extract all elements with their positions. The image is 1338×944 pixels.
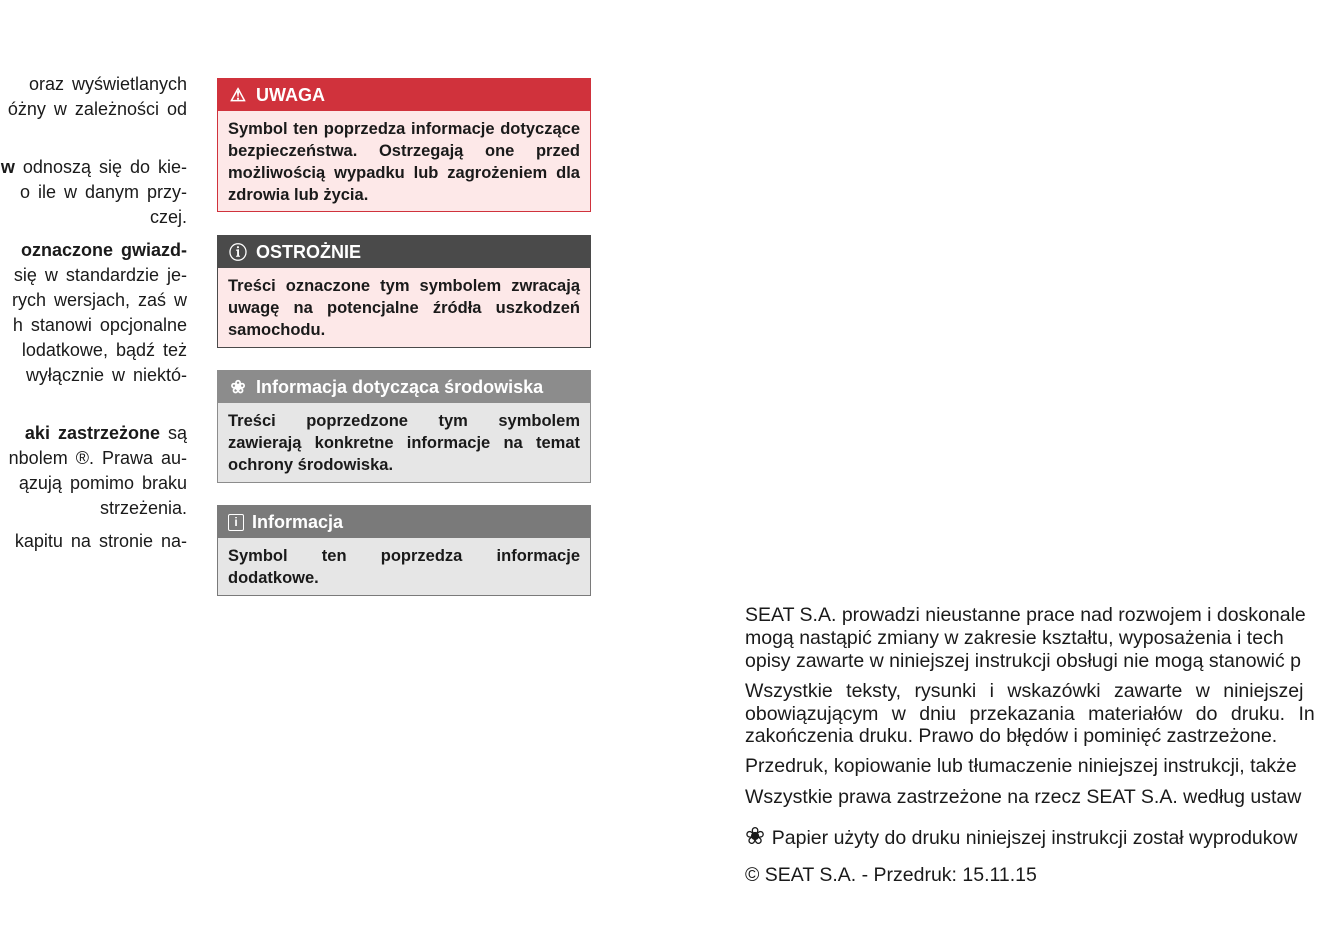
left-text-line bbox=[0, 315, 187, 339]
right-text-line bbox=[745, 864, 1037, 887]
bold-text: oznaczone gwiazd- bbox=[20, 240, 187, 260]
left-text-line bbox=[0, 340, 187, 364]
info-box bbox=[217, 505, 591, 596]
text: Wszystkie teksty, rysunki i wskazówki zawarte w niniejszej bbox=[745, 680, 1304, 702]
left-text-line bbox=[0, 99, 187, 123]
warning-box-header bbox=[218, 79, 590, 111]
left-text-line bbox=[0, 531, 187, 555]
right-text-line bbox=[745, 604, 1306, 627]
right-text-line bbox=[745, 786, 1301, 809]
text: ązują pomimo braku bbox=[18, 473, 187, 493]
info-box-title: Informacja bbox=[252, 511, 344, 532]
right-text-line bbox=[745, 627, 1284, 650]
text: zakończenia druku. Prawo do błędów i pominięć zastrzeżone. bbox=[745, 725, 1278, 747]
left-text-line bbox=[0, 74, 187, 98]
bold-text: w bbox=[0, 157, 15, 177]
left-text-line bbox=[0, 365, 187, 389]
text: rych wersjach, zaś w bbox=[11, 290, 187, 310]
environment-box-body: Treści poprzedzone tym symbolem zawierają konkretne informacje na temat ochrony środowiska. bbox=[228, 412, 580, 474]
text: Papier użyty do druku niniejszej instrukcji został wyprodukow bbox=[771, 827, 1298, 849]
bold-text: aki zastrzeżone bbox=[24, 423, 160, 443]
text: Wszystkie prawa zastrzeżone na rzecz SEAT S.A. według ustaw bbox=[745, 786, 1302, 808]
text: SEAT S.A. prowadzi nieustanne prace nad rozwojem i doskonale bbox=[745, 604, 1306, 626]
text: o ile w danym przy- bbox=[19, 182, 187, 202]
caution-box-title: OSTROŻNIE bbox=[256, 241, 362, 262]
left-text-line bbox=[0, 182, 187, 206]
right-text-line bbox=[745, 725, 1277, 748]
info-box-header bbox=[218, 506, 590, 538]
info-square-icon: i bbox=[228, 514, 244, 531]
text: odnoszą się do kie- bbox=[14, 157, 187, 177]
left-text-line bbox=[0, 473, 187, 497]
left-text-line bbox=[0, 423, 187, 447]
text: mogą nastąpić zmiany w zakresie kształtu, wyposażenia i tech bbox=[745, 627, 1284, 649]
caution-box-header bbox=[218, 236, 590, 268]
left-text-line bbox=[0, 240, 187, 264]
text: opisy zawarte w niniejszej instrukcji obsługi nie mogą stanowić p bbox=[745, 650, 1302, 672]
warning-triangle-icon: ⚠ bbox=[229, 84, 247, 105]
flower-icon: ❀ bbox=[230, 376, 246, 397]
warning-box-body: Symbol ten poprzedza informacje dotyczące bezpieczeństwa. Ostrzegają one przed możliwością wypadku lub zagrożeniem dla zdrowia lub życia. bbox=[228, 120, 580, 204]
right-text-line bbox=[745, 680, 1303, 703]
text: lodatkowe, bądź też bbox=[21, 340, 187, 360]
text: kapitu na stronie na- bbox=[14, 531, 187, 551]
right-text-line bbox=[745, 755, 1297, 778]
text: © SEAT S.A. - Przedruk: 15.11.15 bbox=[745, 864, 1037, 886]
left-text-line bbox=[0, 290, 187, 314]
left-text-line bbox=[0, 207, 187, 231]
text: óżny w zależności od bbox=[7, 99, 187, 119]
warning-box-title: UWAGA bbox=[256, 84, 325, 105]
text: Przedruk, kopiowanie lub tłumaczenie niniejszej instrukcji, także bbox=[745, 755, 1297, 777]
text: są bbox=[159, 423, 187, 443]
text: wyłącznie w niektó- bbox=[25, 365, 187, 385]
text: strzeżenia. bbox=[99, 498, 187, 518]
environment-box bbox=[217, 370, 591, 483]
caution-box bbox=[217, 235, 591, 348]
text: czej. bbox=[149, 207, 187, 227]
right-text-line bbox=[745, 825, 1297, 850]
caution-box-body: Treści oznaczone tym symbolem zwracają uwagę na potencjalne źródła uszkodzeń samochodu. bbox=[228, 277, 580, 339]
text: oraz wyświetlanych bbox=[28, 74, 187, 94]
info-box-body: Symbol ten poprzedza informacje dodatkowe. bbox=[228, 547, 580, 587]
environment-box-title: Informacja dotycząca środowiska bbox=[256, 376, 544, 397]
flower-icon: ❀ bbox=[745, 823, 772, 850]
text: obowiązującym w dniu przekazania materiałów do druku. In bbox=[745, 703, 1315, 725]
text: się w standardzie je- bbox=[13, 265, 187, 285]
warning-box bbox=[217, 78, 591, 212]
right-text-line bbox=[745, 650, 1301, 673]
text: nbolem ®. Prawa au- bbox=[8, 448, 187, 468]
text: h stanowi opcjonalne bbox=[12, 315, 187, 335]
left-text-line bbox=[0, 157, 187, 181]
left-text-line bbox=[0, 498, 187, 522]
exclamation-circle-icon: ⓘ bbox=[229, 243, 247, 263]
left-text-line bbox=[0, 448, 187, 472]
left-text-line bbox=[0, 265, 187, 289]
right-text-line bbox=[745, 703, 1315, 726]
environment-box-header bbox=[218, 371, 590, 403]
